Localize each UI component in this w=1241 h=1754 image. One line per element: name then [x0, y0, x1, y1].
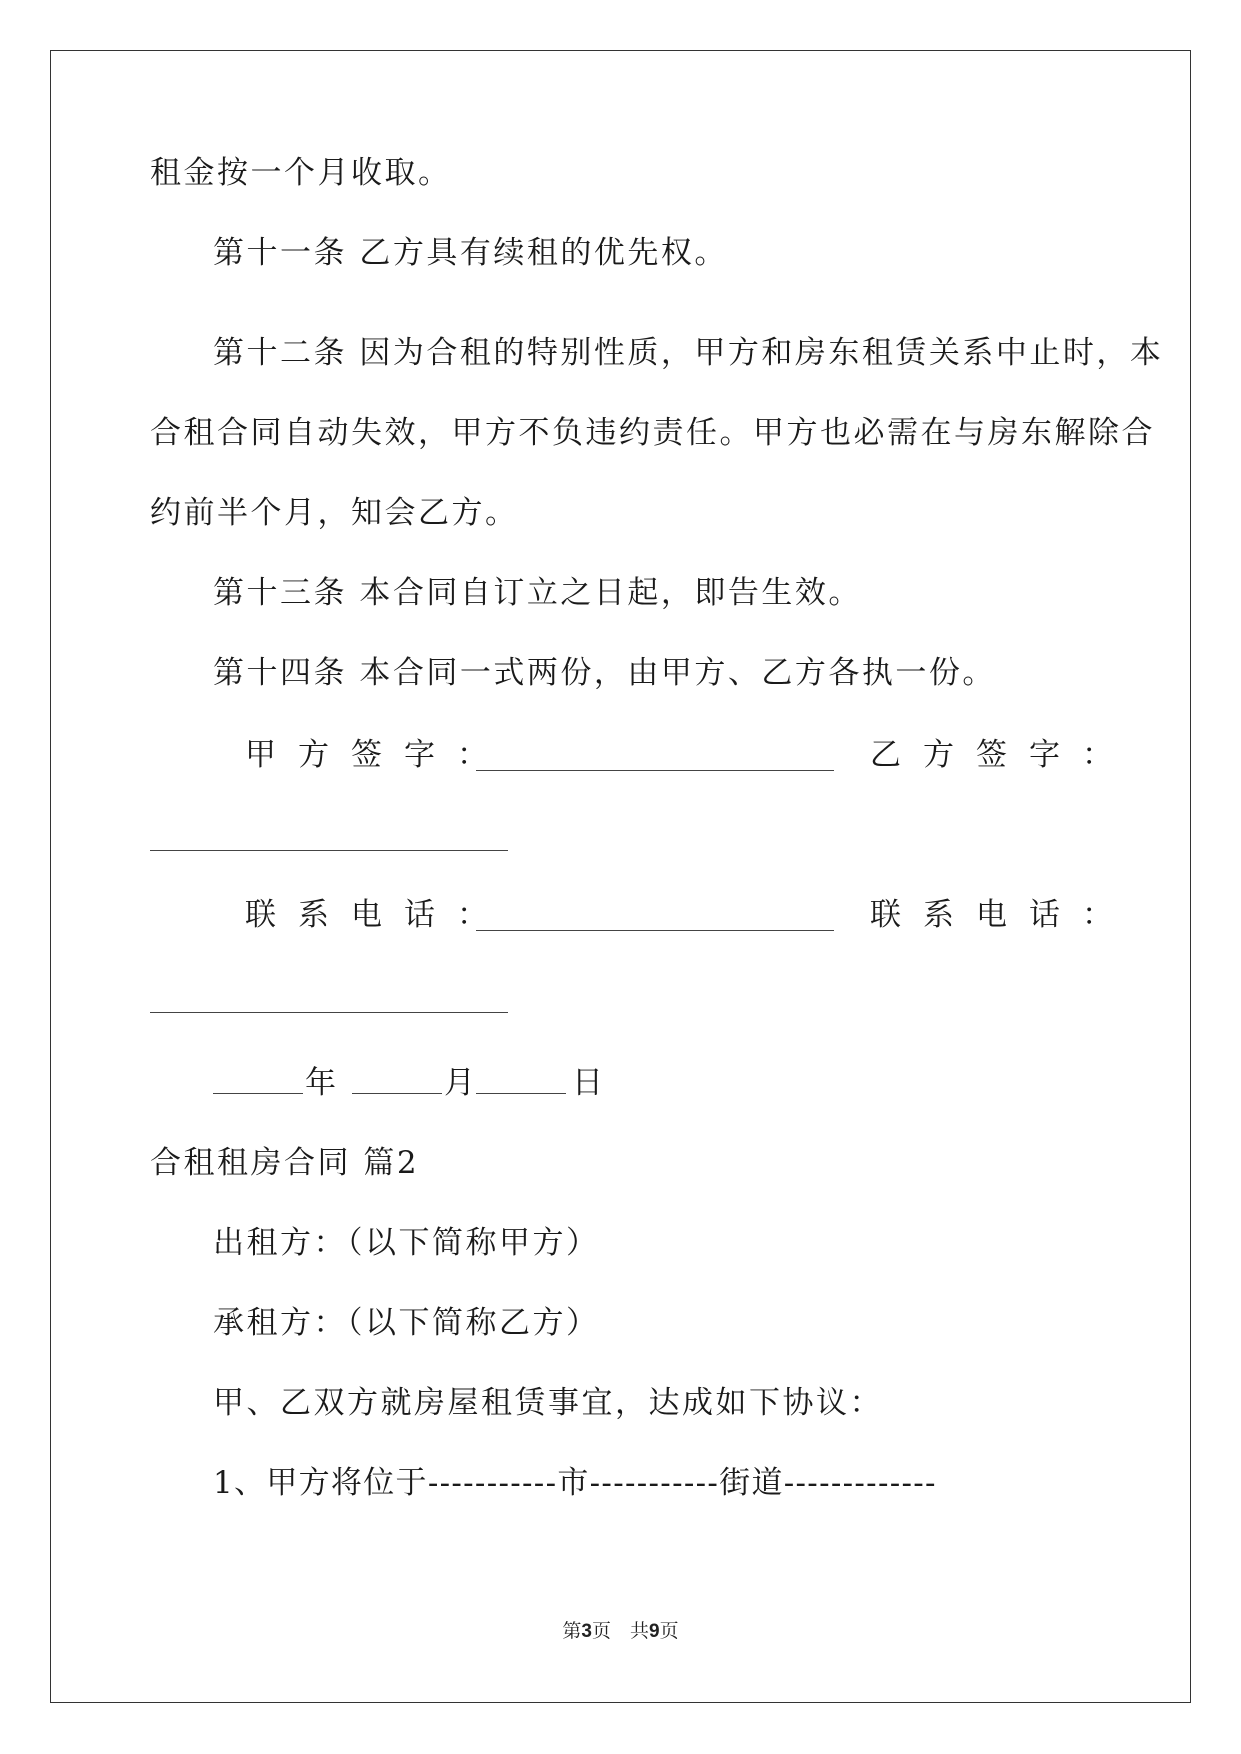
paragraph-clause-12-end: 约前半个月，知会乙方。 — [150, 495, 519, 531]
day-label: 日 — [572, 1065, 606, 1101]
section-2-title: 合租租房合同 篇2 — [150, 1145, 420, 1181]
footer-mid: 页 共 — [591, 1620, 649, 1642]
party-a-phone-label: 联系电话： — [245, 897, 510, 933]
paragraph-clause-14: 第十四条 本合同一式两份，由甲方、乙方各执一份。 — [213, 655, 996, 691]
lessor-line: 出租方：（以下简称甲方） — [213, 1225, 600, 1261]
party-b-signature-blank[interactable] — [150, 850, 508, 851]
total-page-number: 9 — [649, 1621, 660, 1642]
page-frame — [50, 50, 1191, 1703]
paragraph-rent-monthly: 租金按一个月收取。 — [150, 155, 452, 191]
party-b-phone-label: 联系电话： — [870, 897, 1135, 933]
year-label: 年 — [305, 1065, 339, 1101]
party-a-signature-blank[interactable] — [476, 770, 834, 771]
paragraph-clause-12-cont: 合租合同自动失效，甲方不负违约责任。甲方也必需在与房东解除合 — [150, 415, 1155, 451]
page-footer — [0, 1619, 1241, 1644]
paragraph-clause-12: 第十二条 因为合租的特别性质，甲方和房东租赁关系中止时，本 — [213, 335, 1164, 371]
paragraph-clause-11: 第十一条 乙方具有续租的优先权。 — [213, 235, 728, 271]
agreement-intro: 甲、乙双方就房屋租赁事宜，达成如下协议： — [213, 1385, 883, 1421]
month-label: 月 — [444, 1065, 478, 1101]
clause-1-address: 1、甲方将位于-----------市-----------街道------------- — [213, 1465, 937, 1501]
lessee-line: 承租方：（以下简称乙方） — [213, 1305, 600, 1341]
footer-suffix: 页 — [659, 1620, 679, 1642]
party-b-signature-label: 乙方签字： — [870, 737, 1135, 773]
party-a-signature-label: 甲方签字： — [245, 737, 510, 773]
month-blank[interactable] — [352, 1093, 442, 1094]
party-a-phone-blank[interactable] — [476, 930, 834, 931]
current-page-number: 3 — [581, 1621, 592, 1642]
party-b-phone-blank[interactable] — [150, 1012, 508, 1013]
paragraph-clause-13: 第十三条 本合同自订立之日起，即告生效。 — [213, 575, 862, 611]
footer-prefix: 第 — [562, 1620, 582, 1642]
year-blank[interactable] — [213, 1093, 303, 1094]
day-blank[interactable] — [476, 1093, 566, 1094]
